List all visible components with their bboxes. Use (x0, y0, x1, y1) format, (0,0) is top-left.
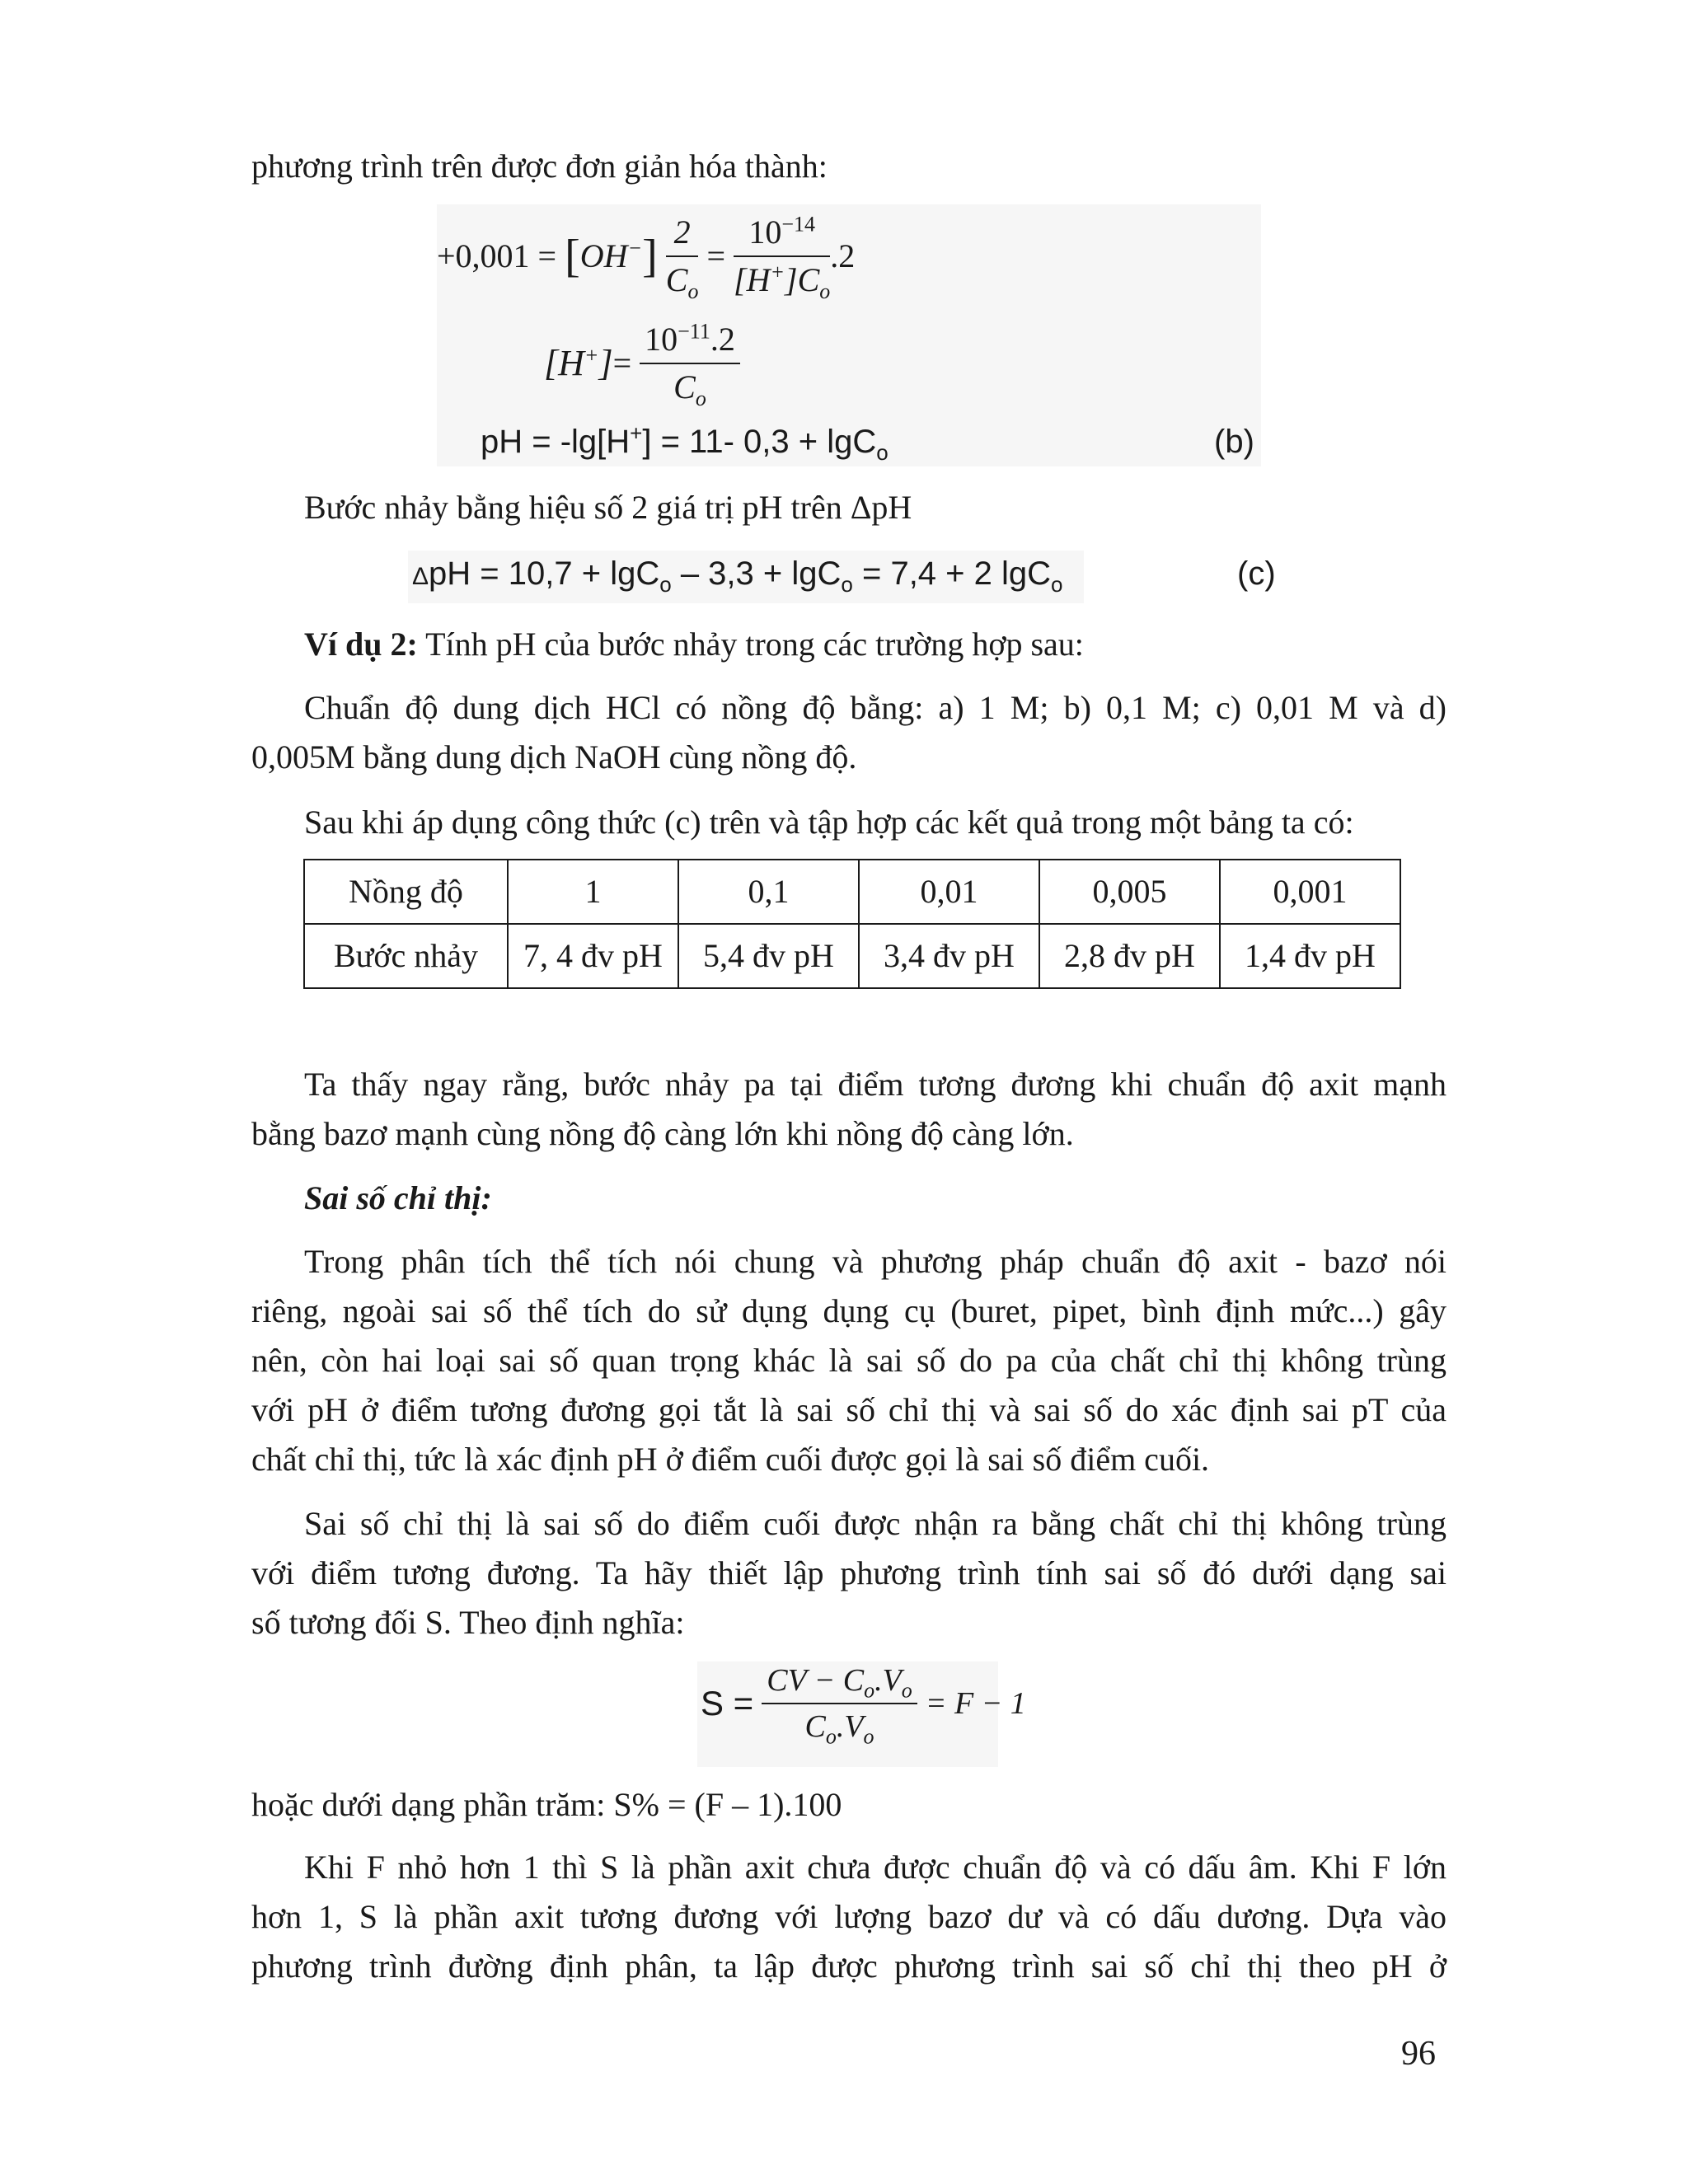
para1-line-4: với pH ở điểm tương đương gọi tắt là sai số chỉ thị và sai số do xác định sai pT của (251, 1391, 1447, 1428)
example-text: Tính pH của bước nhảy trong các trường hợp sau: (417, 626, 1084, 663)
para3-line-3: phương trình đường định phân, ta lập được phương trình sai số chỉ thị theo pH ở (251, 1947, 1447, 1985)
table-cell: 3,4 đv pH (859, 924, 1039, 988)
step-sentence: Bước nhảy bằng hiệu số 2 giá trị pH trên ΔpH (304, 489, 912, 526)
table-cell: 2,8 đv pH (1039, 924, 1220, 988)
table-intro: Sau khi áp dụng công thức (c) trên và tập hợp các kết quả trong một bảng ta có: (304, 804, 1354, 841)
example-label: Ví dụ 2: (304, 626, 418, 663)
intro-text: phương trình trên được đơn giản hóa thành: (251, 148, 828, 185)
para1-line-2: riêng, ngoài sai số thể tích do sử dụng dụng cụ (buret, pipet, bình định mức...) gây (251, 1292, 1447, 1329)
para1-line-5: chất chỉ thị, tức là xác định pH ở điểm cuối được gọi là sai số điểm cuối. (251, 1441, 1210, 1478)
table-cell: 5,4 đv pH (678, 924, 859, 988)
titration-line-2: 0,005M bằng dung dịch NaOH cùng nồng độ. (251, 738, 857, 776)
para1-line-1: Trong phân tích thể tích nói chung và phương pháp chuẩn độ axit - bazơ nói (304, 1243, 1447, 1280)
table-cell: 7, 4 đv pH (508, 924, 678, 988)
titration-line-1: Chuẩn độ dung dịch HCl có nồng độ bằng: a) 1 M; b) 0,1 M; c) 0,01 M và d) (304, 689, 1447, 726)
equation-label-b: (b) (1214, 424, 1254, 460)
equation-ph-b: pH = -lg[H+] = 11- 0,3 + lgC$_o$ (481, 420, 889, 465)
para2-line-1: Sai số chỉ thị là sai số do điểm cuối được nhận ra bằng chất chỉ thị không trùng (304, 1505, 1447, 1542)
para2-line-2: với điểm tương đương. Ta hãy thiết lập phương trình tính sai số đó dưới dạng sai (251, 1554, 1447, 1591)
results-table (303, 859, 1401, 989)
equation-label-c: (c) (1237, 555, 1276, 592)
table-cell: 0,01 (859, 860, 1039, 924)
section-heading: Sai số chỉ thị: (304, 1179, 492, 1216)
para3-line-2: hơn 1, S là phần axit tương đương với lượng bazơ dư và có dấu dương. Dựa vào (251, 1898, 1447, 1935)
page-number: 96 (1401, 2035, 1436, 2073)
conclusion-line-1: Ta thấy ngay rằng, bước nhảy pa tại điểm tương đương khi chuẩn độ axit mạnh (304, 1066, 1447, 1103)
table-cell: 0,1 (678, 860, 859, 924)
table-cell: 0,005 (1039, 860, 1220, 924)
table-cell: 1 (508, 860, 678, 924)
para1-line-3: nên, còn hai loại sai số quan trọng khác là sai số do pa của chất chỉ thị không trùng (251, 1342, 1447, 1379)
conclusion-line-2: bằng bazơ mạnh cùng nồng độ càng lớn khi nồng độ càng lớn. (251, 1115, 1074, 1152)
table-header-cell: Nồng độ (304, 860, 508, 924)
equation-relative-error: S = $\frac{CV - C_o.V_o}{C_o.V_o}$ = F − 1 (701, 1663, 1026, 1749)
example-heading (304, 620, 1084, 669)
percent-line: hoặc dưới dạng phần trăm: S% = (F – 1).100 (251, 1786, 842, 1823)
table-header-cell: Bước nhảy (304, 924, 508, 988)
equation-delta-ph-c: ΔpH = 10,7 + lgC$_o$ – 3,3 + lgC$_o$ = 7,4 + 2 lgC$_o$ (412, 555, 1063, 597)
table-cell: 0,001 (1220, 860, 1400, 924)
para2-line-3: số tương đối S. Theo định nghĩa: (251, 1604, 685, 1641)
equation-oh-relation: +0,001 = [OH−] $\frac{2}{C_o}$ = $\frac{10^{-14}}{[H^+]C_o}$ .2 (437, 212, 856, 303)
table-row (304, 860, 1400, 924)
para3-line-1: Khi F nhỏ hơn 1 thì S là phần axit chưa được chuẩn độ và có dấu âm. Khi F lớn (304, 1849, 1447, 1886)
table-cell: 1,4 đv pH (1220, 924, 1400, 988)
table-row (304, 924, 1400, 988)
equation-h-concentration: [H+]= $\frac{10^{-11}.2}{C_o}$ (544, 323, 740, 404)
